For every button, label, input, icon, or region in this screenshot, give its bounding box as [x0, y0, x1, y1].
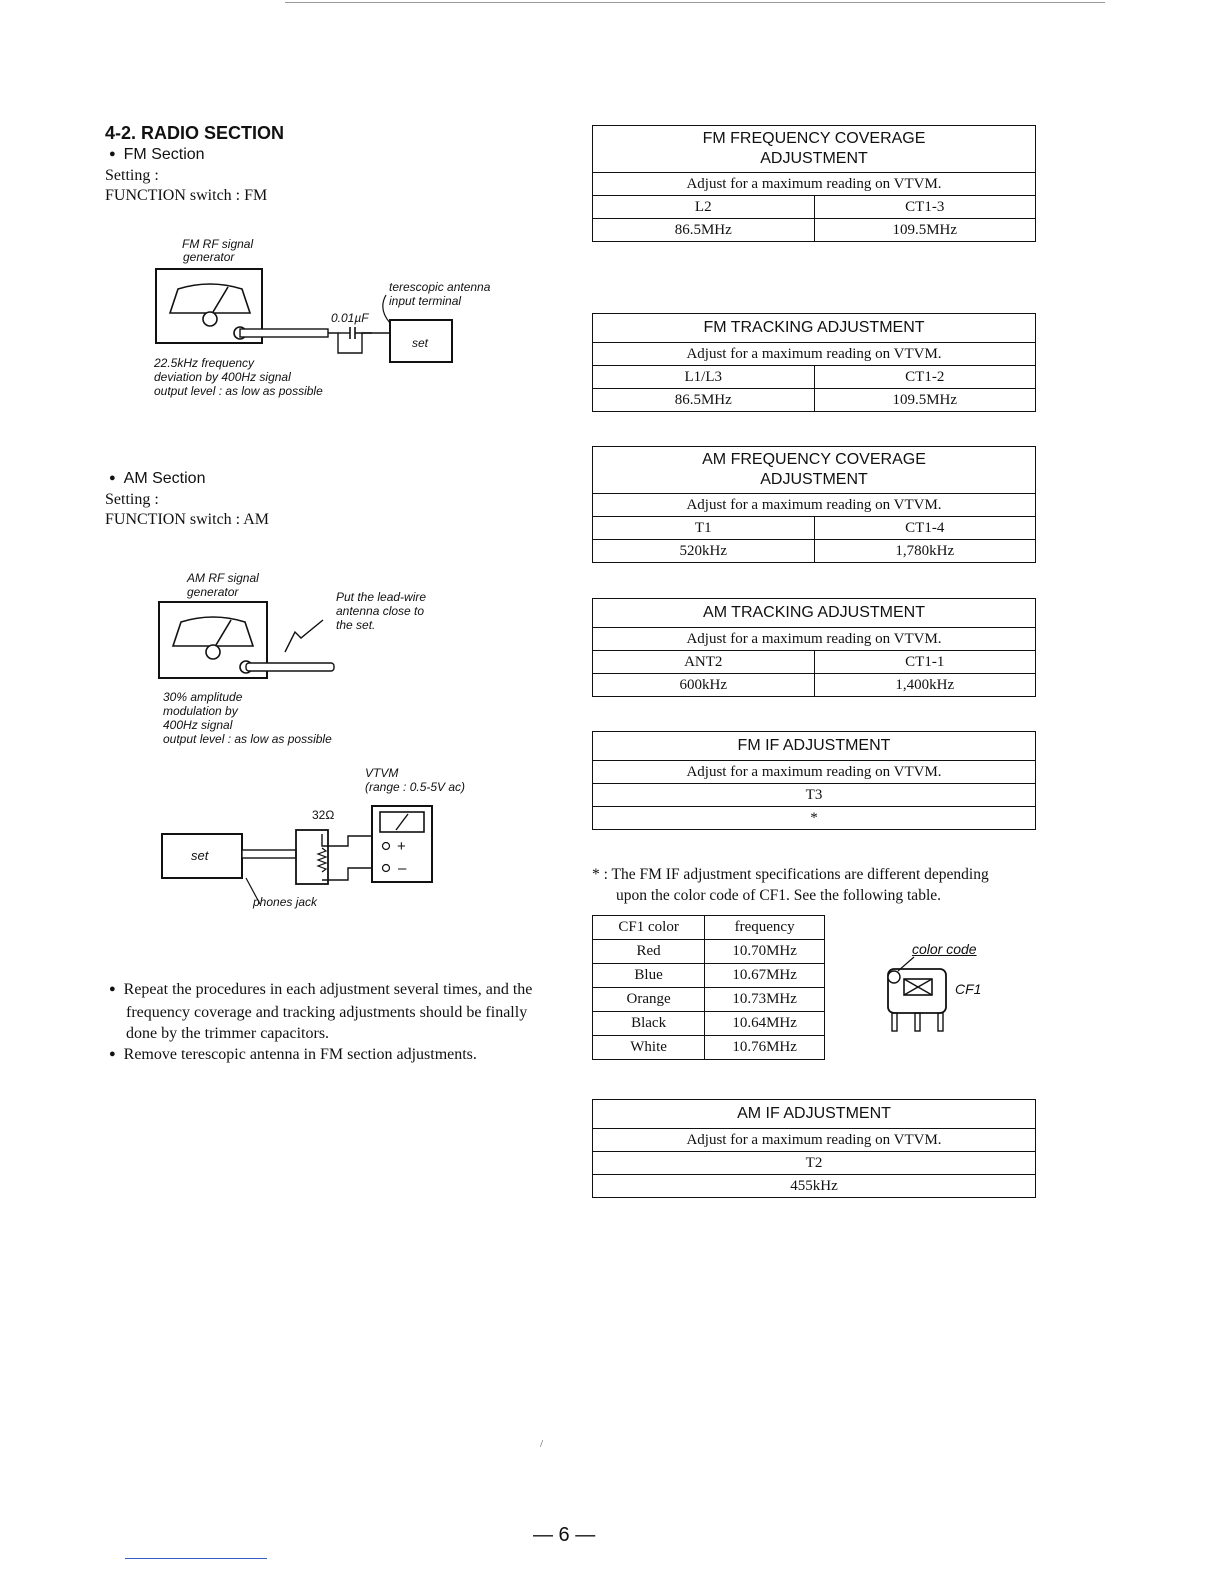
- note-repeat-line-3: done by the trimmer capacitors.: [126, 1025, 330, 1042]
- page-number: — 6 —: [533, 1524, 596, 1546]
- table-cell: CT1-3: [814, 196, 1036, 219]
- table-title: FM TRACKING ADJUSTMENT: [593, 314, 1036, 343]
- table-title: AM FREQUENCY COVERAGE: [702, 451, 926, 468]
- table-cell: T1: [593, 517, 815, 540]
- table-title: AM TRACKING ADJUSTMENT: [593, 599, 1036, 628]
- cf1-pin-1: [892, 1013, 897, 1031]
- table-instruction: Adjust for a maximum reading on VTVM.: [593, 1129, 1036, 1152]
- am-if-table: [592, 1099, 1036, 1198]
- table-cell: 455kHz: [593, 1175, 1036, 1198]
- table-row: Red 10.70MHz: [593, 940, 825, 964]
- fm-tracking-table: [592, 313, 1036, 412]
- minus-sign: –: [398, 860, 407, 877]
- top-rule: [285, 2, 1105, 3]
- stray-mark: /: [540, 1438, 544, 1450]
- am-meter-face: [173, 617, 253, 646]
- vtvm-set-label: set: [191, 848, 209, 863]
- load-resistor-box: [296, 830, 328, 884]
- am-lead-wire: [246, 663, 334, 671]
- table-instruction: Adjust for a maximum reading on VTVM.: [593, 761, 1036, 784]
- table-cell: ANT2: [593, 651, 815, 674]
- note-repeat-line-1: ● Repeat the procedures in each adjustment several times, and the: [109, 979, 569, 1002]
- fm-meter-face: [170, 284, 250, 313]
- table-cell: CT1-2: [814, 366, 1036, 389]
- fm-setting-label: Setting :: [105, 167, 159, 184]
- table-header: CF1 color: [593, 916, 705, 940]
- color-code-dot: [888, 971, 900, 983]
- cf1-pin-2: [915, 1013, 920, 1031]
- color-code-label: color code: [912, 941, 977, 957]
- am-setting-label: Setting :: [105, 491, 159, 508]
- cf1-pin-3: [938, 1013, 943, 1031]
- table-cell: 600kHz: [593, 674, 815, 697]
- fm-antenna-label: terescopic antenna input terminal: [389, 280, 491, 308]
- table-row: Orange 10.73MHz: [593, 988, 825, 1012]
- am-frequency-coverage-table: AM FREQUENCY COVERAGE ADJUSTMENT Adjust for a maximum reading on VTVM. T1 CT1-4 520kHz 1,780kHz: [592, 446, 1036, 563]
- procedure-notes: [109, 979, 569, 1067]
- cf1-component-diagram: [880, 955, 960, 1035]
- fm-signal-spec: 22.5kHz frequency deviation by 400Hz signal output level : as low as possible: [154, 356, 323, 398]
- table-cell: 109.5MHz: [814, 219, 1036, 242]
- table-cell: *: [593, 807, 1036, 830]
- fm-capacitor-label: 0.01µF: [331, 311, 369, 325]
- am-dial-knob: [206, 645, 220, 659]
- cf1-color-table: [592, 915, 825, 1060]
- table-title: AM IF ADJUSTMENT: [593, 1100, 1036, 1129]
- am-signal-spec: 30% amplitude modulation by 400Hz signal output level : as low as possible: [163, 690, 332, 746]
- fm-cable: [240, 329, 328, 337]
- am-setup-diagram: [155, 598, 355, 688]
- table-cell: T2: [593, 1152, 1036, 1175]
- table-instruction: Adjust for a maximum reading on VTVM.: [593, 343, 1036, 366]
- fm-section-heading: ● FM Section: [109, 146, 205, 164]
- table-cell: 1,780kHz: [814, 540, 1036, 563]
- table-cell: L1/L3: [593, 366, 815, 389]
- table-cell: 86.5MHz: [593, 219, 815, 242]
- vtvm-minus-terminal: [383, 865, 390, 872]
- fm-function-switch: FUNCTION switch : FM: [105, 187, 268, 204]
- vtvm-needle: [396, 814, 408, 830]
- resistor-symbol: [318, 848, 326, 872]
- fm-dial-knob: [203, 312, 217, 326]
- note-remove-antenna: ● Remove terescopic antenna in FM section adjustments.: [109, 1044, 569, 1067]
- am-section-heading: ● AM Section: [109, 470, 205, 488]
- note-repeat-line-2: frequency coverage and tracking adjustments should be finally: [126, 1004, 528, 1021]
- table-title: FM FREQUENCY COVERAGE: [702, 130, 926, 147]
- phones-plug: [242, 850, 296, 858]
- section-title: 4-2. RADIO SECTION: [105, 123, 285, 143]
- table-header: frequency: [705, 916, 825, 940]
- table-cell: L2: [593, 196, 815, 219]
- table-row: Black 10.64MHz: [593, 1012, 825, 1036]
- table-instruction: Adjust for a maximum reading on VTVM.: [593, 173, 1036, 196]
- table-cell: CT1-4: [814, 517, 1036, 540]
- table-cell: 520kHz: [593, 540, 815, 563]
- plus-sign: +: [397, 838, 406, 855]
- vtvm-label: VTVM (range : 0.5-5V ac): [365, 766, 466, 794]
- am-antenna-symbol: [285, 620, 323, 652]
- fm-if-table: [592, 731, 1036, 830]
- resistor-label: 32Ω: [312, 808, 335, 822]
- vtvm-plus-terminal: [383, 843, 390, 850]
- table-instruction: Adjust for a maximum reading on VTVM.: [593, 628, 1036, 651]
- table-row: White 10.76MHz: [593, 1036, 825, 1060]
- fm-if-footnote: [592, 864, 1042, 906]
- am-function-switch: FUNCTION switch : AM: [105, 511, 270, 528]
- cf1-label: CF1: [955, 981, 982, 997]
- fm-set-label: set: [412, 336, 429, 350]
- table-cell: 109.5MHz: [814, 389, 1036, 412]
- footnote-line-1: * : The FM IF adjustment specifications are different depending: [592, 866, 989, 883]
- table-row: Blue 10.67MHz: [593, 964, 825, 988]
- footnote-line-2: upon the color code of CF1. See the following table.: [616, 887, 942, 904]
- am-tracking-table: [592, 598, 1036, 697]
- table-cell: T3: [593, 784, 1036, 807]
- phones-jack-label: phones jack: [253, 895, 318, 909]
- am-generator-label: AM RF signal generator: [187, 571, 259, 599]
- am-leadwire-note: Put the lead-wire antenna close to the set.: [336, 590, 427, 632]
- fm-generator-label: FM RF signal generator: [182, 237, 254, 264]
- table-cell: 1,400kHz: [814, 674, 1036, 697]
- table-cell: 86.5MHz: [593, 389, 815, 412]
- table-title: FM IF ADJUSTMENT: [593, 732, 1036, 761]
- table-instruction: Adjust for a maximum reading on VTVM.: [593, 494, 1036, 517]
- fm-frequency-coverage-table: FM FREQUENCY COVERAGE ADJUSTMENT Adjust for a maximum reading on VTVM. L2 CT1-3 86.5MHz 109.5MHz: [592, 125, 1036, 242]
- bottom-link-rule: [125, 1558, 267, 1559]
- table-cell: CT1-1: [814, 651, 1036, 674]
